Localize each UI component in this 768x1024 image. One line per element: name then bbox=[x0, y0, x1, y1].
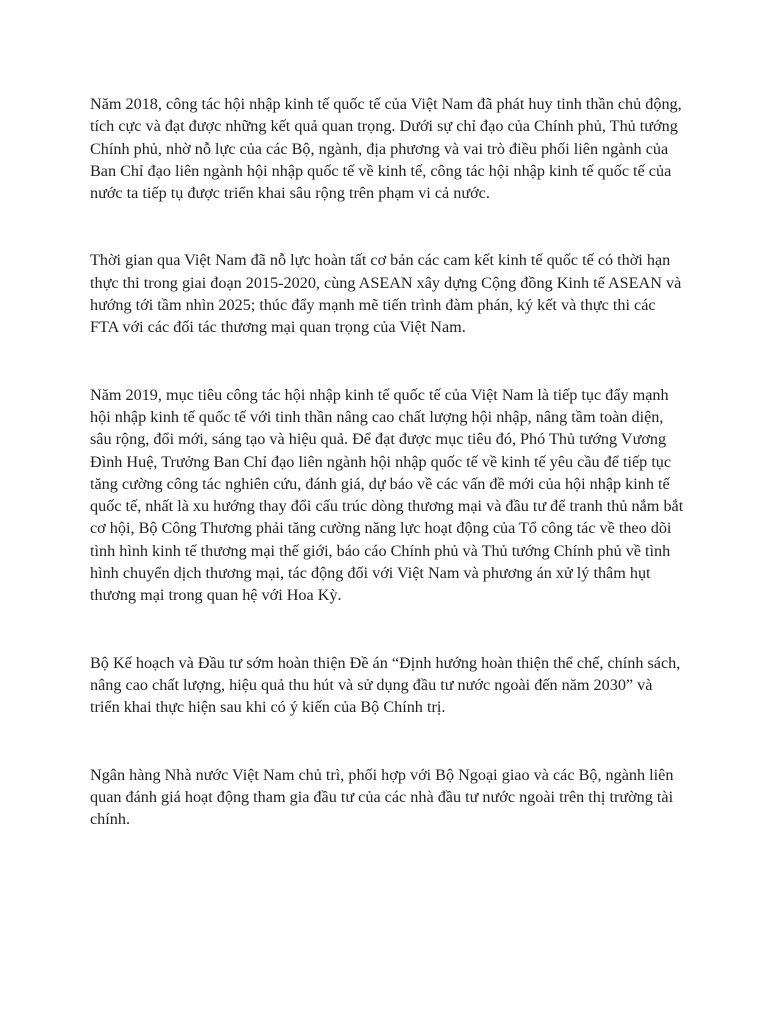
paragraph-1: Năm 2018, công tác hội nhập kinh tế quốc tế của Việt Nam đã phát huy tinh thần chủ động, tích cực và đạt được những kết quả quan trọng. Dưới sự chỉ đạo của Chính phủ, Thủ tướng Chính phủ, nhờ nỗ lực của các Bộ, ngành, địa phương và vai trò điều phối liên ngành của Ban Chỉ đạo liên ngành hội nhập quốc tế về kinh tế, công tác hội nhập kinh tế quốc tế của nước ta tiếp tụ được triển khai sâu rộng trên phạm vi cả nước. bbox=[90, 95, 682, 203]
document-body bbox=[90, 93, 685, 830]
paragraph-3: Năm 2019, mục tiêu công tác hội nhập kinh tế quốc tế của Việt Nam là tiếp tục đẩy mạnh hội nhập kinh tế quốc tế với tinh thần nâng cao chất lượng hội nhập, nâng tầm toàn diện, sâu rộng, đổi mới, sáng tạo và hiệu quả. Để đạt được mục tiêu đó, Phó Thủ tướng Vương Đình Huệ, Trưởng Ban Chỉ đạo liên ngành hội nhập quốc tế về kinh tế yêu cầu để tiếp tục tăng cường công tác nghiên cứu, đánh giá, dự báo về các vấn đề mới của hội nhập kinh tế quốc tế, nhất là xu hướng thay đổi cấu trúc dòng thương mại và đầu tư để tranh thủ nắm bắt cơ hội, Bộ Công Thương phải tăng cường năng lực hoạt động của Tổ công tác về theo dõi tình hình kinh tế thương mại thế giới, báo cáo Chính phủ và Thủ tướng Chính phủ về tình hình chuyển dịch thương mại, tác động đối với Việt Nam và phương án xử lý thâm hụt thương mại trong quan hệ với Hoa Kỳ. bbox=[90, 385, 684, 605]
paragraph-4: Bộ Kế hoạch và Đầu tư sớm hoàn thiện Đề án “Định hướng hoàn thiện thể chế, chính sách, nâng cao chất lượng, hiệu quả thu hút và sử dụng đầu tư nước ngoài đến năm 2030” và triển khai thực hiện sau khi có ý kiến của Bộ Chính trị. bbox=[90, 653, 681, 717]
paragraph-2: Thời gian qua Việt Nam đã nỗ lực hoàn tất cơ bản các cam kết kinh tế quốc tế có thời hạn thực thi trong giai đoạn 2015-2020, cùng ASEAN xây dựng Cộng đồng Kinh tế ASEAN và hướng tới tầm nhìn 2025; thúc đẩy mạnh mẽ tiến trình đàm phán, ký kết và thực thi các FTA với các đối tác thương mại quan trọng của Việt Nam. bbox=[90, 251, 682, 337]
paragraph-5: Ngân hàng Nhà nước Việt Nam chủ trì, phối hợp với Bộ Ngoại giao và các Bộ, ngành liên quan đánh giá hoạt động tham gia đầu tư của các nhà đầu tư nước ngoài trên thị trường tài chính. bbox=[90, 765, 674, 829]
